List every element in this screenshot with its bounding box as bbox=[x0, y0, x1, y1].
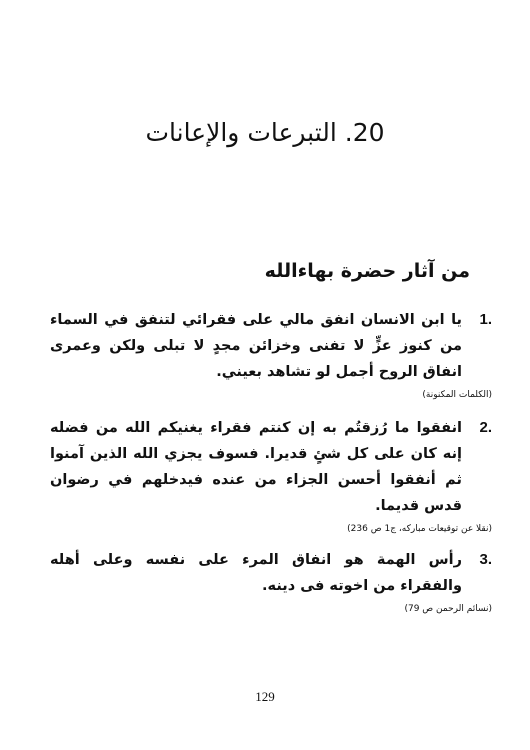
section-heading: من آثار حضرة بهاءالله bbox=[264, 260, 470, 282]
quote-text: انفقوا ما رُزقتُم به إن كنتم فقراء يغنيكم الله من فضله إنه كان على كل شئٍ قديرا. فسوف يجزي الله الذين آمنوا ثم أنفقوا أحسن الجزاء من عنده فيدخلهم في رضوان قدس قديما. bbox=[50, 420, 462, 514]
quote-number: 2. bbox=[479, 419, 492, 436]
quote-list bbox=[50, 307, 492, 615]
quote-number: 1. bbox=[479, 311, 492, 328]
quote-item bbox=[50, 547, 492, 615]
quote-source: (نقلا عن توقيعات مباركه، ج1 ص 236) bbox=[347, 524, 492, 534]
quote-item bbox=[50, 307, 492, 401]
quote-number: 3. bbox=[479, 551, 492, 568]
quote-text: يا ابن الانسان انفق مالي على فقرائي لتنفق في السماء من كنوز عزٍّ لا تفنى وخزائن مجدٍ لا تبلى ولكن وعمرى انفاق الروح أجمل لو تشاهد بعيني. bbox=[50, 312, 462, 380]
quote-text: رأس الهمة هو انفاق المرء على نفسه وعلى أهله والفقراء من اخوته فى دينه. bbox=[50, 552, 462, 594]
chapter-title: 20. التبرعات والإعانات bbox=[145, 118, 385, 147]
quote-source: (الكلمات المكنونة) bbox=[422, 390, 492, 400]
page-number: 129 bbox=[255, 689, 275, 704]
quote-source: (نسائم الرحمن ص 79) bbox=[404, 604, 492, 614]
quote-item bbox=[50, 415, 492, 535]
